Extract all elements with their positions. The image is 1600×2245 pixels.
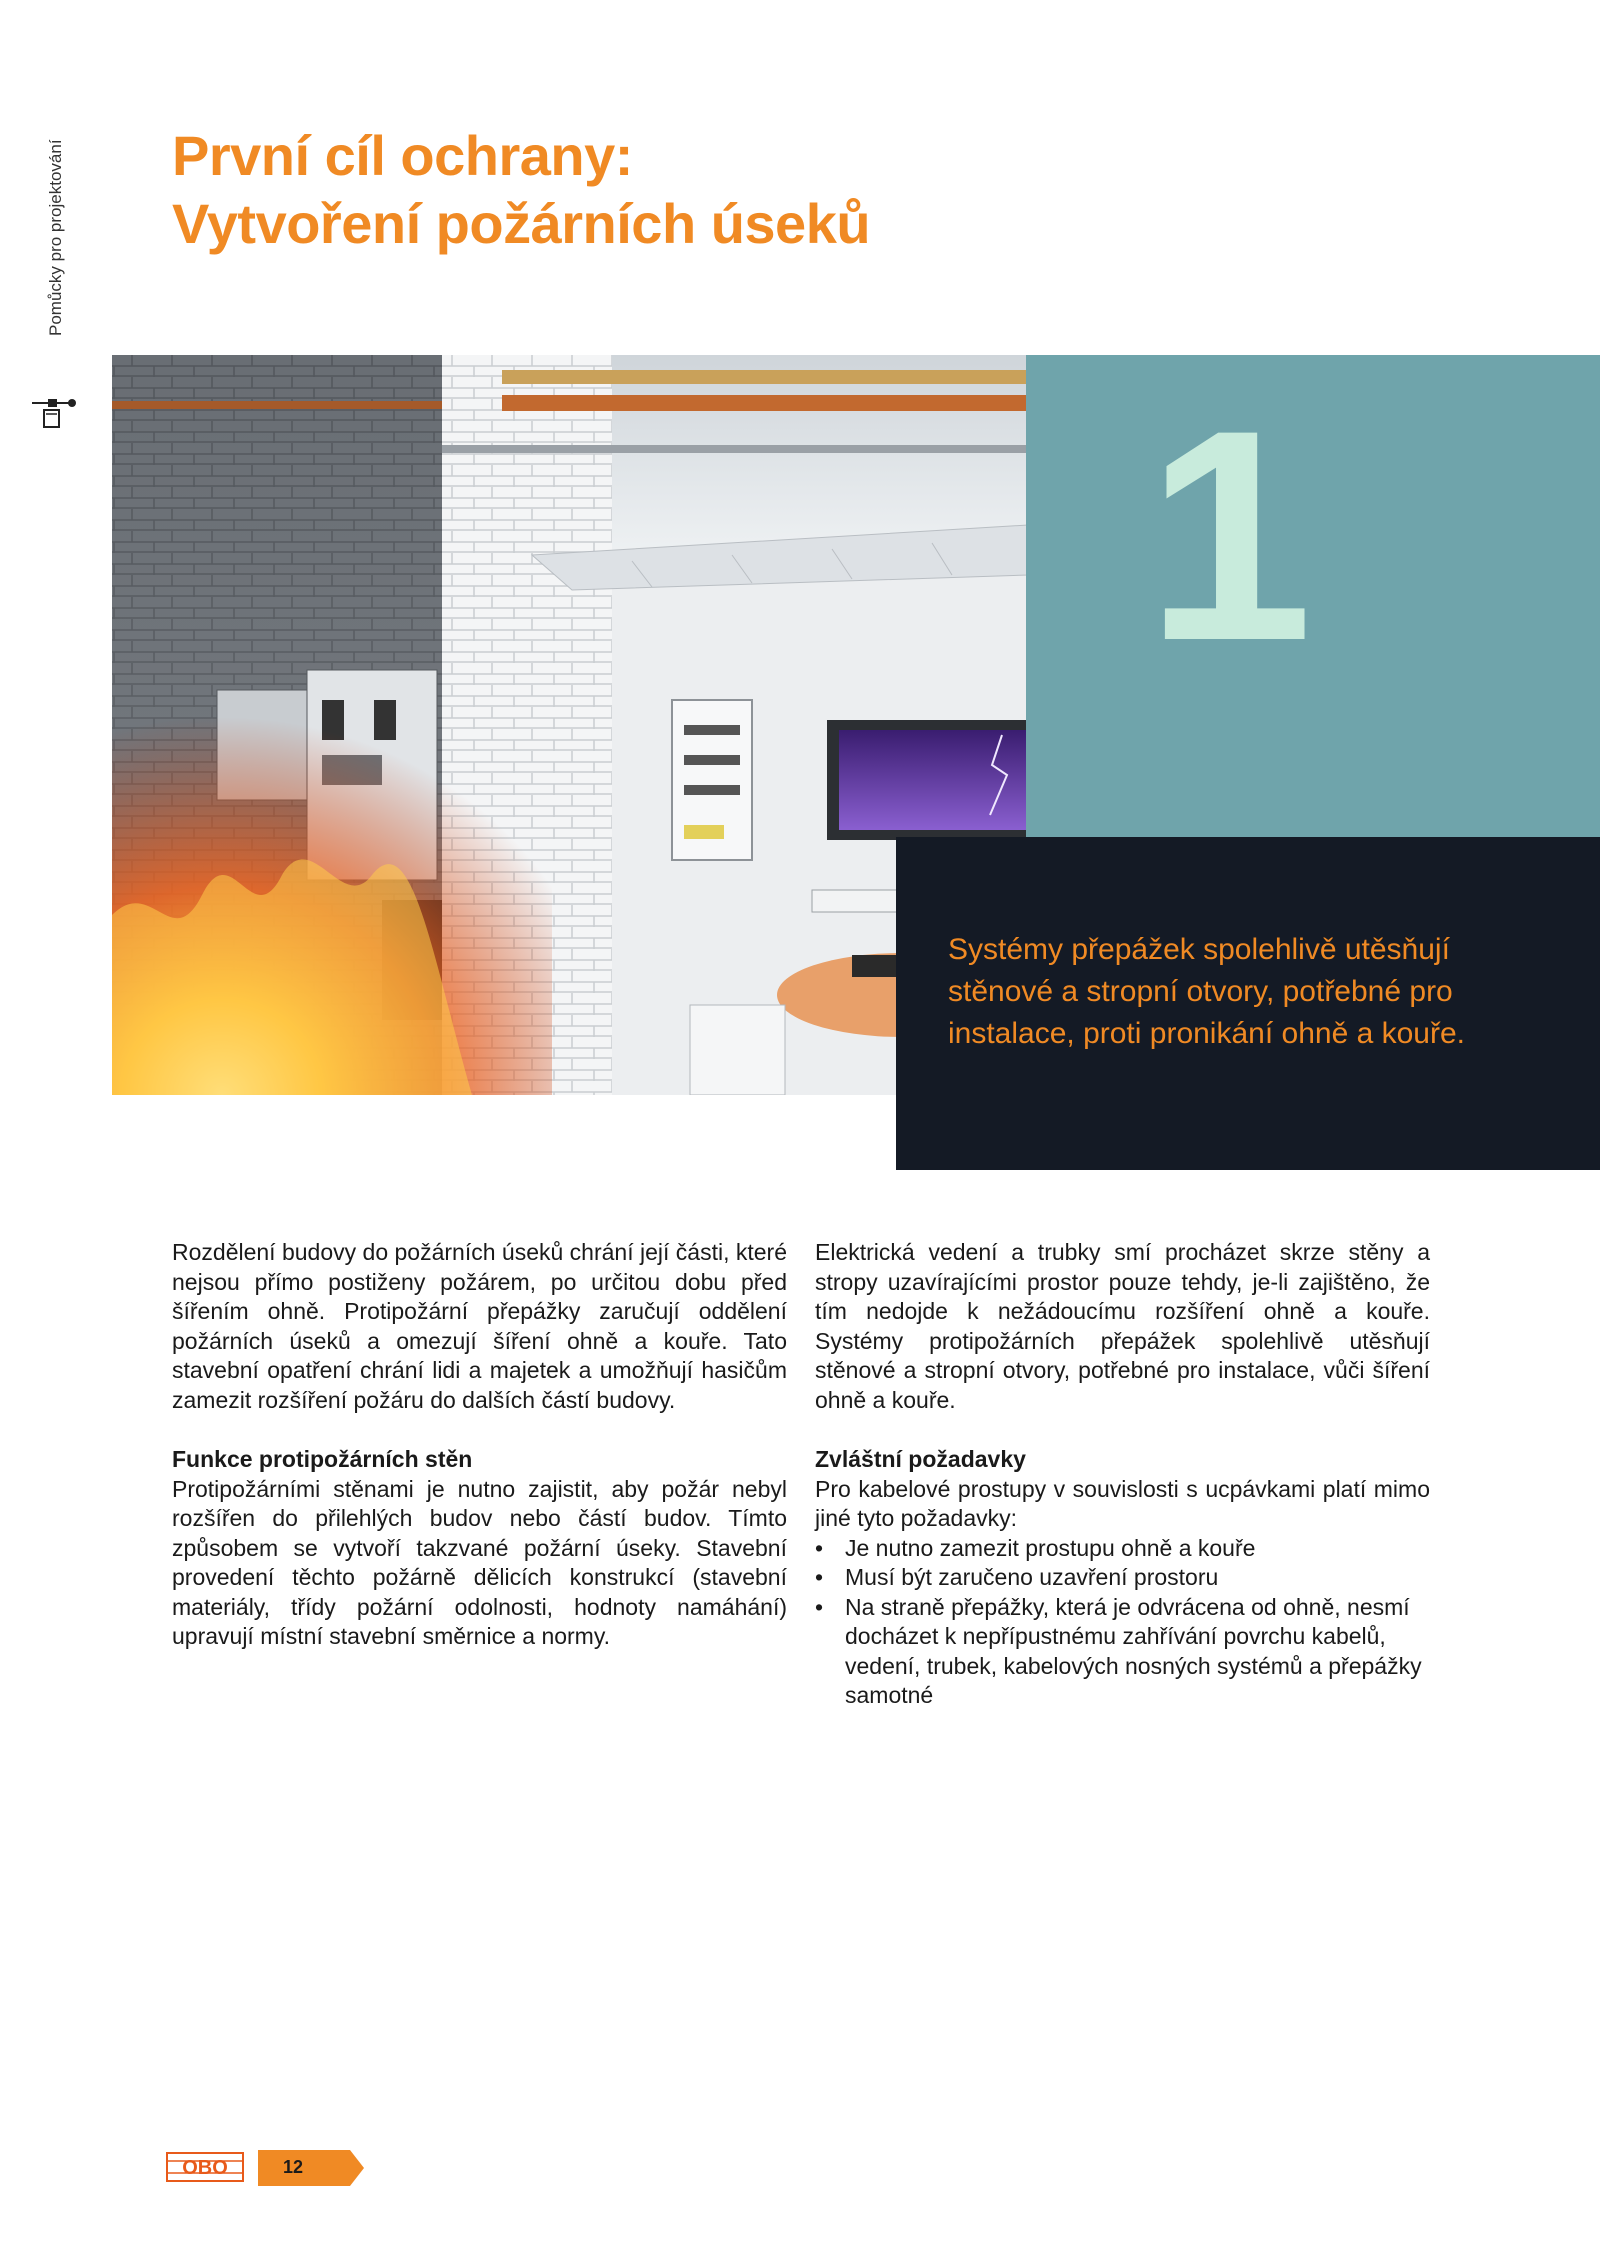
list-item: • Je nutno zamezit prostupu ohně a kouře bbox=[815, 1534, 1430, 1564]
bullet-icon: • bbox=[815, 1593, 824, 1620]
right-lead-paragraph: Pro kabelové prostupy v souvislosti s ucpávkami platí mimo jiné tyto požadavky: bbox=[815, 1475, 1430, 1531]
fire-compartment-illustration bbox=[112, 355, 1028, 1095]
section-side-label: Pomůcky pro projektování bbox=[46, 139, 65, 336]
list-item: • Na straně přepážky, která je odvrácena od ohně, nesmí docházet k nepřípustnému zahřívání povrchu kabelů, vedení, trubek, kabelových nosných systémů a přepážky samotné bbox=[815, 1593, 1422, 1708]
page-title bbox=[172, 122, 870, 258]
left-column bbox=[172, 1238, 787, 1652]
right-column bbox=[815, 1238, 1430, 1711]
feature-number-panel bbox=[1026, 355, 1600, 837]
left-body-paragraph: Protipožárními stěnami je nutno zajistit, aby požár nebyl rozšířen do přilehlých budov nebo částí budov. Tímto způsobem se vytvoří takzvané požární úseky. Stavební provedení těchto požárně dělicích konstrukcí (stavební materiály, třídy požární odolnosti, hodnoty namáhání) upravují místní stavební směrnice a normy. bbox=[172, 1475, 787, 1649]
page-number-tab bbox=[258, 2150, 364, 2186]
title-line-1: První cíl ochrany: bbox=[172, 124, 633, 187]
left-intro-paragraph: Rozdělení budovy do požárních úseků chrání její části, které nejsou přímo postiženy požárem, po určitou dobu před šířením ohně. Protipožární přepážky zaručují oddělení požárních úseků a omezují šíření ohně a kouře. Tato stavební opatření chrání lidi a majetek a umožňují hasičům zamezit rozšíření požáru do dalších částí budovy. bbox=[172, 1239, 787, 1413]
feature-number: 1 bbox=[1146, 367, 1313, 703]
tools-icon bbox=[30, 393, 78, 429]
obo-logo bbox=[166, 2152, 244, 2182]
logo-text: OBO bbox=[182, 2157, 228, 2179]
page-number: 12 bbox=[283, 2157, 304, 2177]
right-section-heading: Zvláštní požadavky bbox=[815, 1446, 1026, 1472]
right-intro-paragraph: Elektrická vedení a trubky smí procházet skrze stěny a stropy uzavírajícími prostor pouze tehdy, je-li zajištěno, že tím nedojde k nežádoucímu rozšíření ohně a kouře. Systémy protipožárních přepážek spolehlivě utěsňují stěnové a stropní otvory, potřebné pro instalace, vůči šíření ohně a kouře. bbox=[815, 1239, 1430, 1413]
feature-caption-panel bbox=[896, 837, 1600, 1170]
left-section-heading: Funkce protipožárních stěn bbox=[172, 1446, 473, 1472]
bullet-icon: • bbox=[815, 1564, 824, 1590]
feature-caption: Systémy přepážek spolehlivě utěsňují stěnové a stropní otvory, potřebné pro instalace, proti pronikání ohně a kouře. bbox=[948, 933, 1465, 1050]
list-item: • Musí být zaručeno uzavření prostoru bbox=[815, 1563, 1430, 1593]
title-line-2: Vytvoření požárních úseků bbox=[172, 192, 871, 255]
bullet-icon: • bbox=[815, 1534, 824, 1561]
requirements-list bbox=[815, 1534, 1430, 1711]
